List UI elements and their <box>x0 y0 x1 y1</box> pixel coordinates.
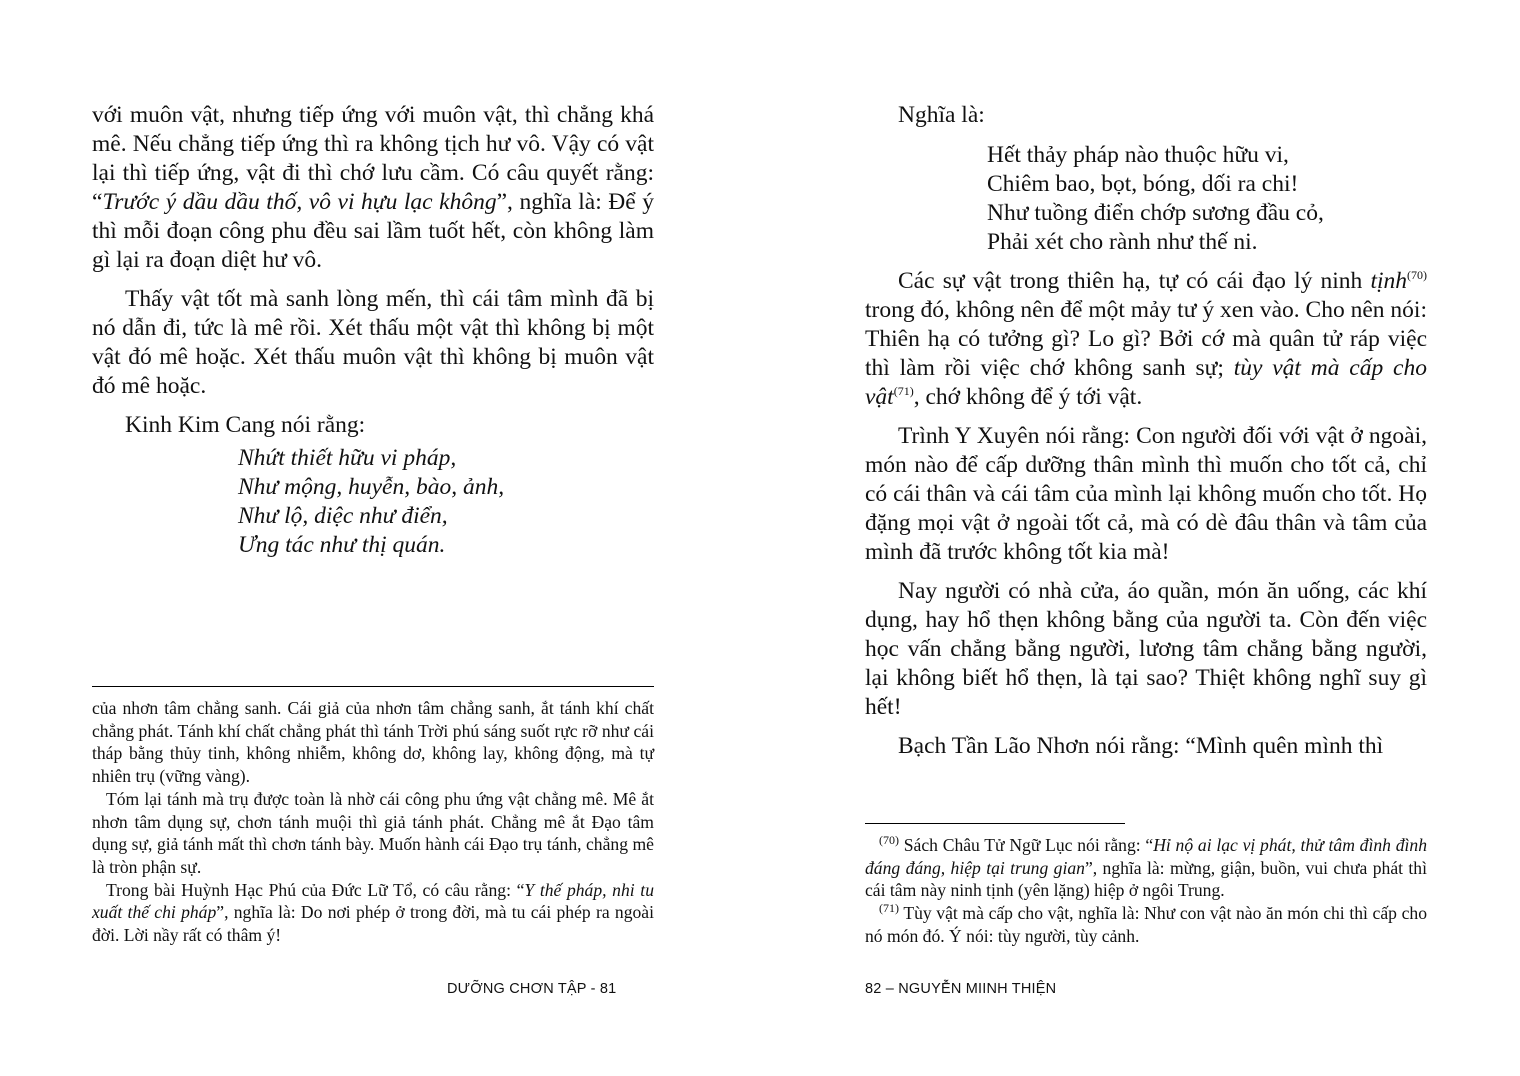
left-footnote-3-text-a: Trong bài Huỳnh Hạc Phú của Đức Lữ Tổ, có câu rằng: “ <box>106 879 525 900</box>
left-footnote-2: Tóm lại tánh mà trụ được toàn là nhờ cái công phu ứng vật chẳng mê. Mê ắt nhơn tâm dụng sự, chơn tánh muội thì giả tánh phát. Chẳng mê ắt Đạo tâm dụng sự, giả tánh mất thì chơn tánh bày. Muốn hành cái Đạo trụ tánh, chẳng mê là tròn phận sự. <box>92 788 654 877</box>
left-page-footer: DƯỠNG CHƠN TẬP - 81 <box>447 981 617 997</box>
right-paragraph-2-italic-1: tịnh <box>1370 268 1407 294</box>
right-page-footer: 82 – NGUYỄN MIINH THIỆN <box>865 981 1057 997</box>
left-poem <box>92 444 654 560</box>
right-poem-line: Như tuồng điển chớp sương đầu cỏ, <box>987 200 1324 226</box>
right-paragraph-1: Nghĩa là: <box>898 102 985 128</box>
footnote-ref-71[interactable]: (71) <box>893 384 914 399</box>
right-poem <box>865 141 1427 257</box>
right-paragraph-2-text-c: , chớ không để ý tới vật. <box>913 384 1143 410</box>
right-poem-line: Chiêm bao, bọt, bóng, dối ra chi! <box>987 171 1299 197</box>
left-footnote-3-text-b: ”, nghĩa là: Do nơi phép ở trong đời, mà tu cái phép ra ngoài đời. Lời nầy rất có thâm ý! <box>92 902 654 946</box>
left-footnote-3 <box>92 879 654 947</box>
left-poem-line: Nhứt thiết hữu vi pháp, <box>238 445 457 471</box>
right-footnotes <box>865 834 1427 948</box>
left-poem-line: Như lộ, diệc như điển, <box>238 503 448 529</box>
footnote-70-italic: Hỉ nộ ai lạc vị phát, thử tâm đình đình đáng đáng, hiệp tại trung gian <box>865 835 1427 878</box>
left-footnote-divider <box>92 686 654 687</box>
footnote-70-text-b: ”, nghĩa là: mừng, giận, buồn, vui chưa phát thì cái tâm này ninh tịnh (yên lặng) hiệp ở ngôi Trung. <box>865 857 1427 901</box>
footnote-70-number: (70) <box>879 833 899 848</box>
right-paragraph-5: Bạch Tần Lão Nhơn nói rằng: “Mình quên mình thì <box>898 733 1384 759</box>
left-body <box>92 101 654 560</box>
right-paragraph-4: Nay người có nhà cửa, áo quần, món ăn uống, các khí dụng, hay hổ thẹn không bằng của người ta. Còn đến việc học vấn chẳng bằng người, lương tâm chẳng bằng người, lại không biết hổ thẹn, là tại sao? Thiệt không nghĩ suy gì hết! <box>865 578 1427 720</box>
right-body <box>865 101 1427 761</box>
right-paragraph-2-italic-2: tùy vật mà cấp cho vật <box>865 355 1427 410</box>
left-poem-line: Như mộng, huyễn, bào, ảnh, <box>238 474 505 500</box>
left-poem-line: Ưng tác như thị quán. <box>238 532 446 558</box>
left-paragraph-1 <box>92 101 654 275</box>
right-page <box>865 0 1427 1076</box>
left-footnote-1: của nhơn tâm chẳng sanh. Cái giả của nhơn tâm chẳng sanh, ắt tánh khí chất chẳng phát. Tánh khí chất chẳng phát thì tánh Trời phú sáng suốt rực rỡ như cái tháp bằng thủy tinh, không nhiễm, không dơ, không lay, không động, mà tự nhiên trụ (vững vàng). <box>92 698 654 787</box>
left-footnote-3-italic: Y thế pháp, nhi tu xuất thế chi pháp <box>92 879 654 923</box>
footnote-71-text: Tùy vật mà cấp cho vật, nghĩa là: Như con vật nào ăn món chi thì cấp cho nó món đó. Ý nói: tùy người, tùy cảnh. <box>865 903 1427 946</box>
footnote-71 <box>865 902 1427 947</box>
right-footnote-divider <box>865 823 1125 824</box>
footnote-71-number: (71) <box>879 901 899 916</box>
left-paragraph-1-text-b: ”, nghĩa là: Để ý thì mỗi đoạn công phu đều sai lầm tuốt hết, còn không làm gì lại ra đoạn diệt hư vô. <box>92 189 654 273</box>
right-paragraph-2-text-a: Các sự vật trong thiên hạ, tự có cái đạo lý ninh <box>898 268 1371 294</box>
right-poem-line: Phải xét cho rành như thế ni. <box>987 229 1258 255</box>
left-paragraph-1-text-a: với muôn vật, nhưng tiếp ứng với muôn vật, thì chẳng khá mê. Nếu chẳng tiếp ứng thì ra không tịch hư vô. Vậy có vật lại thì tiếp ứng, vật đi thì chớ lưu cầm. Có câu quyết rằng: “ <box>92 102 654 215</box>
left-paragraph-2: Thấy vật tốt mà sanh lòng mến, thì cái tâm mình đã bị nó dẫn đi, tức là mê rồi. Xét thấu một vật thì không bị một vật đó mê hoặc. Xét thấu muôn vật thì không bị muôn vật đó mê hoặc. <box>92 286 654 399</box>
left-paragraph-1-italic: Trước ý dầu dầu thố, vô vi hựu lạc không <box>102 189 497 215</box>
left-paragraph-3: Kinh Kim Cang nói rằng: <box>125 412 366 438</box>
left-page <box>92 0 654 1076</box>
footnote-ref-70[interactable]: (70) <box>1407 268 1427 283</box>
left-footnotes <box>92 697 654 947</box>
right-paragraph-3: Trình Y Xuyên nói rằng: Con người đối với vật ở ngoài, món nào để cấp dưỡng thân mình thì muốn cho tốt cả, chỉ có cái thân và cái tâm của mình lại không muốn cho tốt. Họ đặng mọi vật ở ngoài tốt cả, mà có dè đâu thân và tâm của mình đã trước không tốt kia mà! <box>865 423 1427 565</box>
footnote-70 <box>865 834 1427 902</box>
footnote-70-text-a: Sách Châu Tử Ngữ Lục nói rằng: “ <box>899 835 1154 855</box>
right-poem-line: Hết thảy pháp nào thuộc hữu vi, <box>987 142 1289 168</box>
right-paragraph-2-text-b: trong đó, không nên để một mảy tư ý xen vào. Cho nên nói: Thiên hạ có tưởng gì? Lo gì? Bởi cớ mà quân tử ráp việc thì làm rồi việc chớ không sanh sự; <box>865 297 1427 381</box>
right-paragraph-2 <box>865 267 1427 412</box>
